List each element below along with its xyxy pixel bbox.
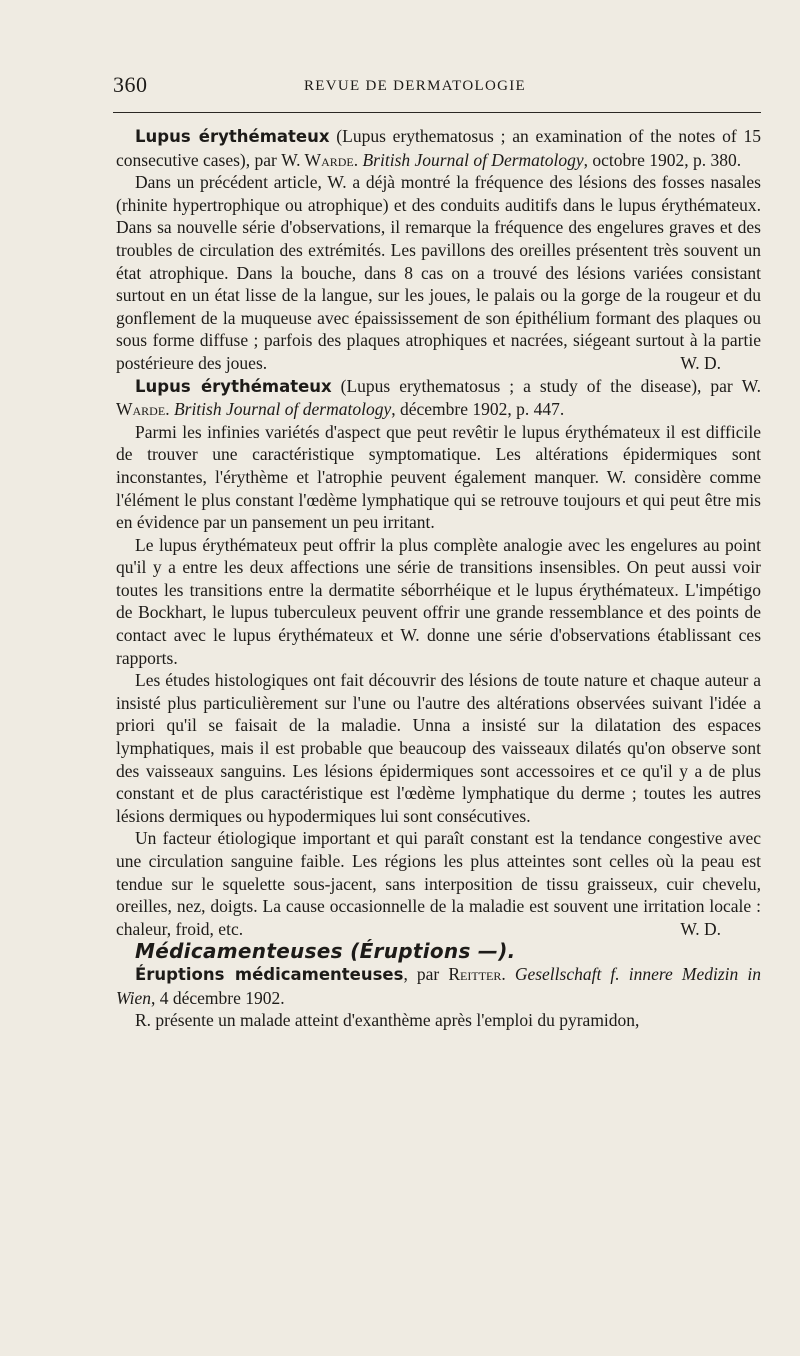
entry-2-paragraph: Parmi les infinies variétés d'aspect que peut revêtir le lupus érythémateux il est difficile de trouver une caractéristique symptomatique. Les altérations épidermiques sont inconstantes, l'érythème et l'atrophie peuvent également manquer. W. considère comme l'élément le plus constant l'œdème lymphatique qui se retrouve toujours et qui peut être mis en évidence par un pansement un peu irritant. [116, 421, 761, 533]
entry-1-body-text: Dans un précédent article, W. a déjà montré la fréquence des lésions des fosses nasales (rhinite hypertrophique ou atrophique) et des conduits auditifs dans le lupus érythémateux. Dans sa nouvelle série d'observations, il remarque la fréquence des engelures graves et des troubles de circulation des extrémités. Les pavillons des oreilles présentent très souvent un état atrophique. Dans la bouche, dans 8 cas on a trouvé des lésions variées consistant surtout en un état lisse de la langue, sur les joues, le palais ou la gorge de la rougeur et du gonflement de la muqueuse avec épaississement de son épithélium formant des plaques ou sous forme diffuse ; parfois des plaques atrophiques et nacrées, siégeant surtout à la partie postérieure des joues. [116, 172, 761, 373]
section-heading: Médicamenteuses (Éruptions —). [135, 939, 516, 964]
entry-2-paragraph: Le lupus érythémateux peut offrir la plus complète analogie avec les engelures au point qu'il y a entre les deux affections une série de transitions insensibles. On peut aussi voir toutes les transitions entre la dermatite séborrhéique et le lupus érythémateux. L'impétigo de Bockhart, le lupus tuberculeux peuvent offrir une grande ressemblance et des points de contact avec le lupus érythémateux et W. donne une série d'observations établissant ces rapports. [116, 534, 761, 668]
entry-1-body [116, 171, 761, 374]
entry-2-citation-end: , décembre 1902, p. 447. [391, 399, 565, 420]
page-header [0, 0, 800, 110]
entry-3-author: Reitter [448, 963, 502, 984]
header-rule [113, 112, 761, 113]
entry-2-title: Lupus érythémateux [135, 376, 332, 396]
page-number: 360 [113, 72, 148, 97]
entry-2-citation: Lupus érythémateux (Lupus erythematosus ; a study of the disease), par W. Warde. British Journal of dermatology, décembre 1902, p. 447. [116, 375, 761, 420]
entry-3-citation: Éruptions médicamenteuses, par Reitter. Gesellschaft f. innere Medizin in Wien, 4 décembre 1902. [116, 963, 761, 1008]
entry-1-title: Lupus érythémateux [135, 127, 330, 146]
entry-2-subtitle: (Lupus erythematosus ; a study of the disease), par [331, 375, 742, 396]
entry-1-author: W. Warde [281, 149, 354, 170]
entry-3-title: Éruptions médicamenteuses [135, 964, 404, 984]
entry-1-subtitle: (Lupus erythematosus ; an examination of the notes of 15 consecutive cases), par [116, 126, 761, 170]
entry-2-paragraph-text: Un facteur étiologique important et qui paraît constant est la tendance congestive avec une circulation sanguine faible. Les régions les plus atteintes sont celles où la peau est tendue sur le squelette sous-jacent, sans interposition de tissu graisseux, cuir chevelu, oreilles, nez, doigts. La cause occasionnelle de la maladie est souvent une irritation locale : chaleur, froid, etc. [116, 828, 761, 939]
entry-3-citation-end: , 4 décembre 1902. [151, 987, 285, 1008]
entry-3-journal: Gesellschaft f. innere Medizin in Wien [116, 963, 761, 1008]
entry-2-paragraph: Les études histologiques ont fait découvrir des lésions de toute nature et chaque auteur a insisté plus particulièrement sur l'une ou l'autre des altérations observées suivant l'idée a priori qu'il se faisait de la maladie. Unna a insisté sur la dilatation des espaces lymphatiques, mais il est probable que beaucoup des vaisseaux dilatés qu'on observe sont des vaisseaux sanguins. Les lésions épidermiques sont accessoires et ce qu'il y a de plus constant et de plus caractéristique est l'œdème lymphatique du derme ; toutes les autres lésions dermiques ou hypodermiques lui sont consécutives. [116, 670, 761, 826]
entry-2-paragraph-last [116, 827, 761, 940]
entry-1-citation: Lupus érythémateux (Lupus erythematosus ; an examination of the notes of 15 consecutive cases), par W. Warde. British Journal of Dermatology, octobre 1902, p. 380. [116, 126, 761, 170]
entry-2-journal: British Journal of dermatology [173, 399, 392, 420]
entry-2-author: W. Warde [116, 375, 761, 420]
entry-1-journal: British Journal of Dermatology [362, 149, 584, 170]
entry-3-subtitle: , par [403, 963, 449, 984]
entry-1-signature: W. D. [680, 352, 721, 373]
entry-3-body: R. présente un malade atteint d'exanthème après l'emploi du pyramidon, [135, 1010, 640, 1031]
entry-1-citation-end: , octobre 1902, p. 380. [583, 149, 742, 170]
entry-2-signature: W. D. [680, 918, 721, 939]
running-title: REVUE DE DERMATOLOGIE [303, 78, 526, 94]
article-body [116, 125, 761, 1032]
